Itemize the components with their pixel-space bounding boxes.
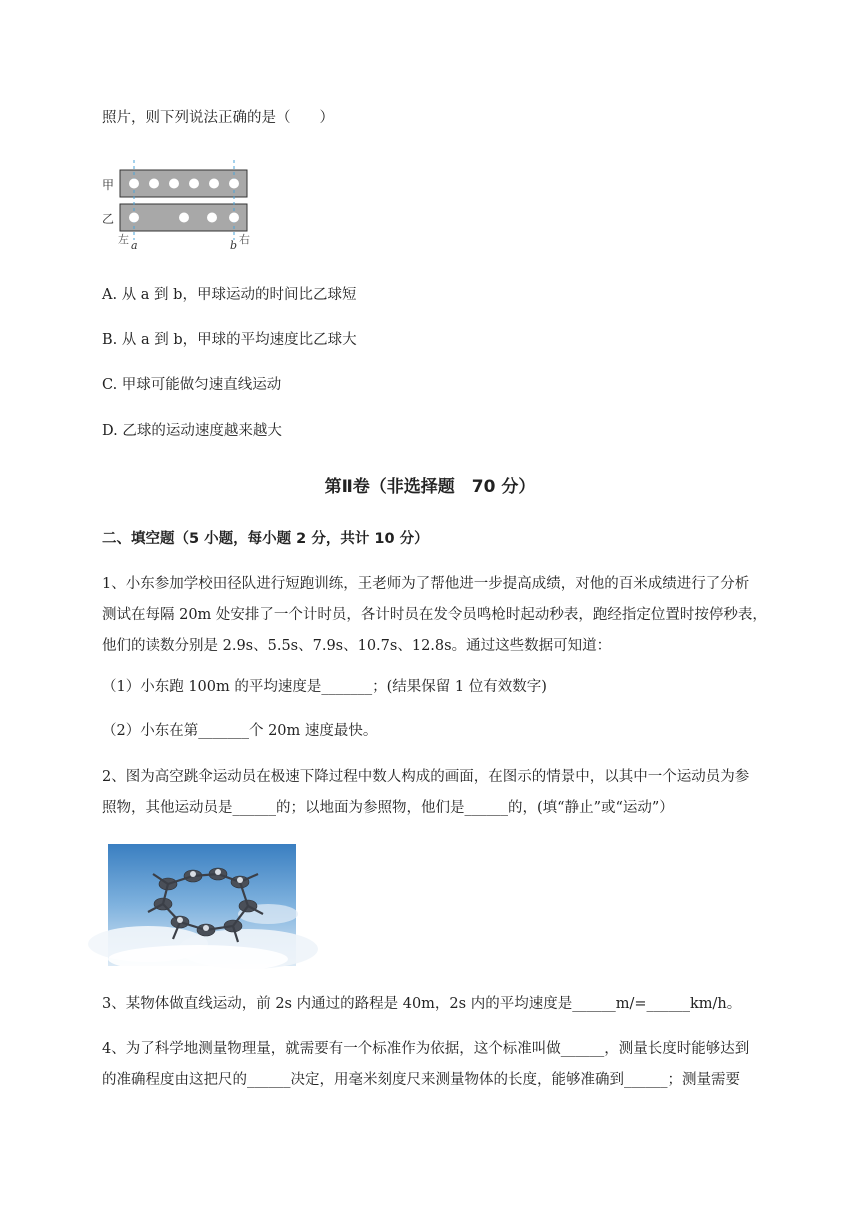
q3-line: 3、某物体做直线运动，前 2s 内通过的路程是 40m，2s 内的平均速度是______m/=______km/h。 — [102, 996, 742, 1012]
section2-heading: 二、填空题（5 小题，每小题 2 分，共计 10 分） — [102, 531, 429, 547]
ball-jia — [129, 179, 139, 189]
label-a: a — [131, 239, 138, 252]
strip-jia — [120, 170, 247, 197]
label-right: 右 — [239, 233, 250, 246]
row-label-jia: 甲 — [102, 178, 115, 192]
q1-sub-1: （1）小东跑 100m 的平均速度是_______；(结果保留 1 位有效数字) — [102, 679, 547, 695]
q1-line-3: 他们的读数分别是 2.9s、5.5s、7.9s、10.7s、12.8s。通过这些数据可知道： — [102, 638, 612, 654]
ball-yi — [129, 213, 139, 223]
strobe-photo-figure — [102, 158, 258, 262]
ball-yi — [179, 213, 189, 223]
ball-yi — [207, 213, 217, 223]
ball-yi — [229, 213, 239, 223]
label-left: 左 — [118, 233, 129, 246]
q1-sub-2: （2）小东在第_______个 20m 速度最快。 — [102, 723, 378, 739]
q1-line-2: 测试在每隔 20m 处安排了一个计时员，各计时员在发令员鸣枪时起动秒表，跑经指定位置时按停秒表， — [102, 607, 767, 623]
option-a: A. 从 a 到 b，甲球运动的时间比乙球短 — [102, 287, 357, 303]
ball-jia — [189, 179, 199, 189]
ball-jia — [209, 179, 219, 189]
ball-jia — [169, 179, 179, 189]
part2-title: 第Ⅱ卷（非选择题 70 分） — [324, 477, 536, 497]
q2-line-1: 2、图为高空跳伞运动员在极速下降过程中数人构成的画面，在图示的情景中，以其中一个运动员为参 — [102, 769, 750, 785]
row-label-yi: 乙 — [102, 212, 115, 226]
label-b: b — [230, 239, 238, 252]
question-stem-tail: 照片，则下列说法正确的是（ ） — [102, 110, 334, 126]
option-c: C. 甲球可能做匀速直线运动 — [102, 377, 282, 393]
skydivers-photo — [108, 844, 296, 966]
ball-jia — [229, 179, 239, 189]
option-d: D. 乙球的运动速度越来越大 — [102, 423, 282, 439]
option-b: B. 从 a 到 b，甲球的平均速度比乙球大 — [102, 332, 357, 348]
q4-line-1: 4、为了科学地测量物理量，就需要有一个标准作为依据，这个标准叫做______，测量长度时能够达到 — [102, 1041, 750, 1057]
q4-line-2: 的准确程度由这把尺的______决定，用毫米刻度尺来测量物体的长度，能够准确到______；测量需要 — [102, 1072, 740, 1088]
q2-line-2: 照物，其他运动员是______的；以地面为参照物，他们是______的，(填“静止”或“运动”） — [102, 800, 674, 816]
ball-jia — [149, 179, 159, 189]
q1-line-1: 1、小东参加学校田径队进行短跑训练，王老师为了帮他进一步提高成绩，对他的百米成绩进行了分析 — [102, 576, 750, 592]
